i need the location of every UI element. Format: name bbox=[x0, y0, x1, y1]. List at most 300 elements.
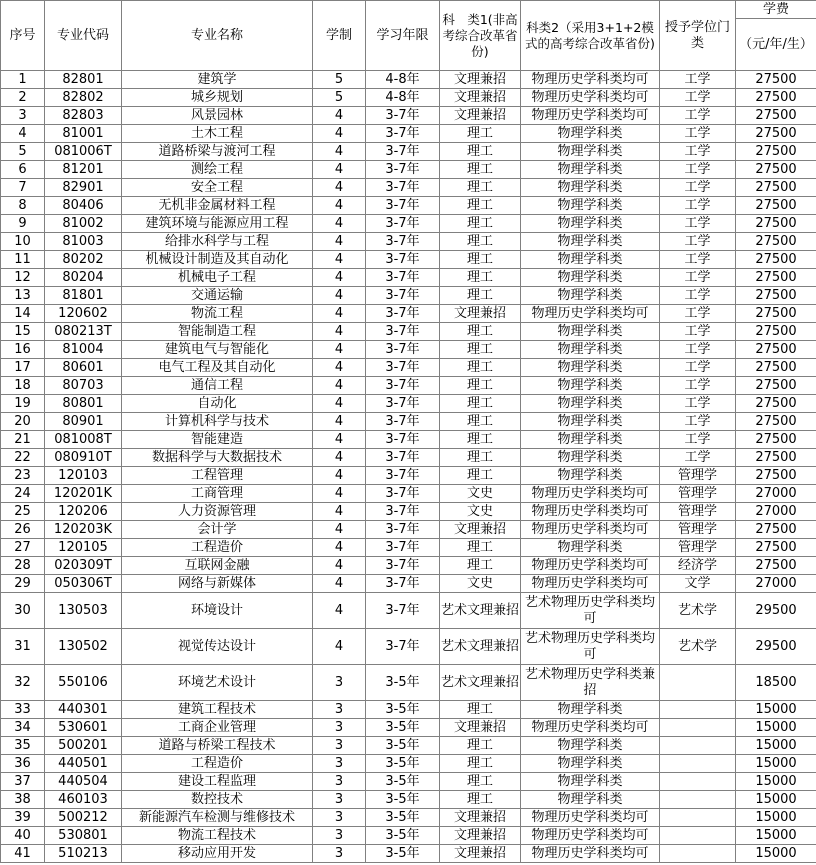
cell-code: 81004 bbox=[45, 341, 122, 359]
table-row bbox=[1, 773, 816, 791]
cell-degree bbox=[660, 791, 736, 809]
cell-study-years: 3-7年 bbox=[366, 575, 440, 593]
cell-duration: 3 bbox=[313, 809, 366, 827]
cell-degree: 艺术学 bbox=[660, 629, 736, 665]
cell-study-years: 3-7年 bbox=[366, 197, 440, 215]
cell-index: 2 bbox=[1, 89, 45, 107]
cell-code: 120602 bbox=[45, 305, 122, 323]
cell-index: 1 bbox=[1, 71, 45, 89]
cell-degree: 工学 bbox=[660, 71, 736, 89]
table-row bbox=[1, 71, 816, 89]
cell-fee: 27500 bbox=[736, 161, 816, 179]
cell-fee: 27500 bbox=[736, 359, 816, 377]
cell-name: 交通运输 bbox=[122, 287, 313, 305]
table-row bbox=[1, 143, 816, 161]
cell-fee: 15000 bbox=[736, 755, 816, 773]
cell-fee: 27500 bbox=[736, 71, 816, 89]
cell-code: 120103 bbox=[45, 467, 122, 485]
table-row bbox=[1, 539, 816, 557]
cell-duration: 4 bbox=[313, 359, 366, 377]
cell-code: 80703 bbox=[45, 377, 122, 395]
cell-fee: 15000 bbox=[736, 791, 816, 809]
cell-degree bbox=[660, 737, 736, 755]
cell-name: 工商管理 bbox=[122, 485, 313, 503]
table-row bbox=[1, 845, 816, 863]
cell-fee: 27500 bbox=[736, 467, 816, 485]
cell-degree: 工学 bbox=[660, 89, 736, 107]
cell-category-1: 理工 bbox=[440, 269, 521, 287]
cell-duration: 4 bbox=[313, 521, 366, 539]
cell-duration: 3 bbox=[313, 827, 366, 845]
cell-duration: 3 bbox=[313, 773, 366, 791]
cell-duration: 4 bbox=[313, 395, 366, 413]
cell-name: 城乡规划 bbox=[122, 89, 313, 107]
cell-category-1: 理工 bbox=[440, 197, 521, 215]
cell-index: 33 bbox=[1, 701, 45, 719]
header-index: 序号 bbox=[1, 1, 45, 71]
cell-name: 建筑工程技术 bbox=[122, 701, 313, 719]
cell-degree bbox=[660, 845, 736, 863]
cell-category-2: 物理学科类 bbox=[521, 143, 660, 161]
cell-study-years: 4-8年 bbox=[366, 89, 440, 107]
cell-code: 81002 bbox=[45, 215, 122, 233]
table-row bbox=[1, 341, 816, 359]
cell-study-years: 4-8年 bbox=[366, 71, 440, 89]
table-row bbox=[1, 107, 816, 125]
cell-index: 34 bbox=[1, 719, 45, 737]
header-fee-unit: （元/年/生） bbox=[736, 19, 816, 71]
cell-study-years: 3-7年 bbox=[366, 449, 440, 467]
cell-name: 视觉传达设计 bbox=[122, 629, 313, 665]
cell-code: 120203K bbox=[45, 521, 122, 539]
cell-name: 给排水科学与工程 bbox=[122, 233, 313, 251]
cell-name: 建筑电气与智能化 bbox=[122, 341, 313, 359]
cell-fee: 27500 bbox=[736, 251, 816, 269]
cell-index: 36 bbox=[1, 755, 45, 773]
cell-category-2: 物理学科类 bbox=[521, 701, 660, 719]
cell-duration: 4 bbox=[313, 107, 366, 125]
cell-fee: 27500 bbox=[736, 143, 816, 161]
cell-category-2: 艺术物理历史学科类兼招 bbox=[521, 665, 660, 701]
cell-code: 80202 bbox=[45, 251, 122, 269]
cell-duration: 4 bbox=[313, 431, 366, 449]
cell-category-1: 理工 bbox=[440, 791, 521, 809]
cell-name: 数控技术 bbox=[122, 791, 313, 809]
table-row bbox=[1, 755, 816, 773]
header-row bbox=[1, 1, 816, 19]
cell-fee: 27500 bbox=[736, 521, 816, 539]
cell-duration: 4 bbox=[313, 341, 366, 359]
cell-duration: 4 bbox=[313, 575, 366, 593]
cell-duration: 3 bbox=[313, 755, 366, 773]
cell-study-years: 3-7年 bbox=[366, 359, 440, 377]
cell-study-years: 3-7年 bbox=[366, 521, 440, 539]
cell-index: 41 bbox=[1, 845, 45, 863]
cell-code: 81201 bbox=[45, 161, 122, 179]
cell-duration: 3 bbox=[313, 719, 366, 737]
cell-category-2: 物理学科类 bbox=[521, 395, 660, 413]
cell-duration: 4 bbox=[313, 413, 366, 431]
cell-name: 人力资源管理 bbox=[122, 503, 313, 521]
cell-fee: 15000 bbox=[736, 845, 816, 863]
cell-name: 物流工程 bbox=[122, 305, 313, 323]
cell-category-1: 理工 bbox=[440, 557, 521, 575]
cell-degree bbox=[660, 809, 736, 827]
cell-degree: 工学 bbox=[660, 161, 736, 179]
cell-fee: 18500 bbox=[736, 665, 816, 701]
cell-fee: 15000 bbox=[736, 809, 816, 827]
cell-duration: 4 bbox=[313, 377, 366, 395]
cell-degree: 管理学 bbox=[660, 521, 736, 539]
cell-study-years: 3-5年 bbox=[366, 701, 440, 719]
header-category-1: 科 类1(非高考综合改革省份) bbox=[440, 1, 521, 71]
cell-index: 39 bbox=[1, 809, 45, 827]
cell-name: 物流工程技术 bbox=[122, 827, 313, 845]
cell-duration: 4 bbox=[313, 197, 366, 215]
cell-study-years: 3-7年 bbox=[366, 161, 440, 179]
cell-degree: 工学 bbox=[660, 377, 736, 395]
cell-code: 80406 bbox=[45, 197, 122, 215]
cell-study-years: 3-7年 bbox=[366, 557, 440, 575]
table-row bbox=[1, 395, 816, 413]
cell-index: 13 bbox=[1, 287, 45, 305]
cell-code: 130502 bbox=[45, 629, 122, 665]
table-row bbox=[1, 701, 816, 719]
header-name: 专业名称 bbox=[122, 1, 313, 71]
cell-duration: 4 bbox=[313, 161, 366, 179]
cell-category-1: 理工 bbox=[440, 359, 521, 377]
cell-name: 机械电子工程 bbox=[122, 269, 313, 287]
cell-code: 530801 bbox=[45, 827, 122, 845]
cell-category-2: 物理学科类 bbox=[521, 215, 660, 233]
table-row bbox=[1, 305, 816, 323]
cell-index: 7 bbox=[1, 179, 45, 197]
cell-category-2: 物理学科类 bbox=[521, 431, 660, 449]
cell-study-years: 3-5年 bbox=[366, 809, 440, 827]
cell-name: 网络与新媒体 bbox=[122, 575, 313, 593]
cell-code: 82901 bbox=[45, 179, 122, 197]
cell-code: 440504 bbox=[45, 773, 122, 791]
cell-category-2: 物理学科类 bbox=[521, 773, 660, 791]
cell-degree: 管理学 bbox=[660, 539, 736, 557]
table-row bbox=[1, 467, 816, 485]
cell-index: 40 bbox=[1, 827, 45, 845]
cell-index: 26 bbox=[1, 521, 45, 539]
cell-category-1: 文理兼招 bbox=[440, 107, 521, 125]
table-row bbox=[1, 629, 816, 665]
cell-code: 82803 bbox=[45, 107, 122, 125]
cell-name: 建筑环境与能源应用工程 bbox=[122, 215, 313, 233]
cell-code: 82801 bbox=[45, 71, 122, 89]
cell-study-years: 3-7年 bbox=[366, 539, 440, 557]
cell-index: 8 bbox=[1, 197, 45, 215]
cell-name: 工程管理 bbox=[122, 467, 313, 485]
cell-index: 31 bbox=[1, 629, 45, 665]
cell-category-1: 文史 bbox=[440, 503, 521, 521]
cell-name: 建设工程监理 bbox=[122, 773, 313, 791]
header-category-2: 科类2（采用3+1+2模式的高考综合改革省份) bbox=[521, 1, 660, 71]
cell-fee: 27500 bbox=[736, 395, 816, 413]
cell-degree: 工学 bbox=[660, 233, 736, 251]
cell-category-2: 物理学科类 bbox=[521, 197, 660, 215]
header-duration: 学制 bbox=[313, 1, 366, 71]
table-row bbox=[1, 413, 816, 431]
cell-fee: 27500 bbox=[736, 125, 816, 143]
cell-category-1: 艺术文理兼招 bbox=[440, 593, 521, 629]
cell-study-years: 3-7年 bbox=[366, 143, 440, 161]
cell-duration: 5 bbox=[313, 71, 366, 89]
table-row bbox=[1, 251, 816, 269]
cell-category-1: 理工 bbox=[440, 431, 521, 449]
table-row bbox=[1, 737, 816, 755]
cell-study-years: 3-7年 bbox=[366, 125, 440, 143]
cell-study-years: 3-7年 bbox=[366, 593, 440, 629]
cell-name: 建筑学 bbox=[122, 71, 313, 89]
cell-code: 80801 bbox=[45, 395, 122, 413]
cell-category-2: 物理学科类 bbox=[521, 539, 660, 557]
table-row bbox=[1, 503, 816, 521]
cell-name: 风景园林 bbox=[122, 107, 313, 125]
cell-study-years: 3-7年 bbox=[366, 215, 440, 233]
table-row bbox=[1, 323, 816, 341]
cell-study-years: 3-7年 bbox=[366, 287, 440, 305]
cell-fee: 27500 bbox=[736, 323, 816, 341]
cell-category-2: 物理历史学科类均可 bbox=[521, 557, 660, 575]
cell-index: 17 bbox=[1, 359, 45, 377]
cell-degree: 工学 bbox=[660, 251, 736, 269]
cell-category-1: 文理兼招 bbox=[440, 827, 521, 845]
cell-category-1: 理工 bbox=[440, 467, 521, 485]
cell-duration: 4 bbox=[313, 215, 366, 233]
cell-study-years: 3-7年 bbox=[366, 323, 440, 341]
cell-study-years: 3-5年 bbox=[366, 791, 440, 809]
header-degree: 授予学位门类 bbox=[660, 1, 736, 71]
cell-fee: 27500 bbox=[736, 557, 816, 575]
cell-category-1: 理工 bbox=[440, 755, 521, 773]
cell-duration: 4 bbox=[313, 233, 366, 251]
cell-index: 10 bbox=[1, 233, 45, 251]
cell-fee: 27500 bbox=[736, 287, 816, 305]
cell-code: 120201K bbox=[45, 485, 122, 503]
cell-study-years: 3-5年 bbox=[366, 719, 440, 737]
cell-degree: 工学 bbox=[660, 431, 736, 449]
cell-duration: 4 bbox=[313, 179, 366, 197]
cell-name: 数据科学与大数据技术 bbox=[122, 449, 313, 467]
cell-code: 81801 bbox=[45, 287, 122, 305]
table-row bbox=[1, 377, 816, 395]
cell-degree bbox=[660, 719, 736, 737]
cell-fee: 27500 bbox=[736, 215, 816, 233]
cell-category-2: 物理历史学科类均可 bbox=[521, 521, 660, 539]
cell-category-2: 艺术物理历史学科类均可 bbox=[521, 593, 660, 629]
cell-study-years: 3-5年 bbox=[366, 665, 440, 701]
cell-duration: 4 bbox=[313, 269, 366, 287]
table-row bbox=[1, 233, 816, 251]
cell-duration: 4 bbox=[313, 593, 366, 629]
cell-category-2: 物理历史学科类均可 bbox=[521, 503, 660, 521]
cell-name: 道路桥梁与渡河工程 bbox=[122, 143, 313, 161]
cell-category-1: 理工 bbox=[440, 773, 521, 791]
cell-category-2: 物理历史学科类均可 bbox=[521, 719, 660, 737]
cell-code: 050306T bbox=[45, 575, 122, 593]
cell-code: 440501 bbox=[45, 755, 122, 773]
table-row bbox=[1, 161, 816, 179]
cell-fee: 29500 bbox=[736, 593, 816, 629]
cell-study-years: 3-5年 bbox=[366, 773, 440, 791]
cell-category-1: 理工 bbox=[440, 395, 521, 413]
cell-category-1: 理工 bbox=[440, 125, 521, 143]
cell-duration: 4 bbox=[313, 305, 366, 323]
cell-category-1: 理工 bbox=[440, 413, 521, 431]
cell-index: 9 bbox=[1, 215, 45, 233]
cell-index: 11 bbox=[1, 251, 45, 269]
cell-category-2: 物理学科类 bbox=[521, 233, 660, 251]
cell-category-1: 文理兼招 bbox=[440, 521, 521, 539]
cell-index: 32 bbox=[1, 665, 45, 701]
cell-duration: 4 bbox=[313, 467, 366, 485]
cell-study-years: 3-7年 bbox=[366, 377, 440, 395]
table-row bbox=[1, 269, 816, 287]
cell-fee: 27500 bbox=[736, 233, 816, 251]
cell-category-2: 物理学科类 bbox=[521, 323, 660, 341]
cell-degree: 文学 bbox=[660, 575, 736, 593]
cell-duration: 4 bbox=[313, 251, 366, 269]
cell-name: 道路与桥梁工程技术 bbox=[122, 737, 313, 755]
cell-duration: 4 bbox=[313, 503, 366, 521]
cell-name: 新能源汽车检测与维修技术 bbox=[122, 809, 313, 827]
cell-code: 80204 bbox=[45, 269, 122, 287]
cell-study-years: 3-7年 bbox=[366, 395, 440, 413]
cell-degree: 工学 bbox=[660, 323, 736, 341]
cell-index: 5 bbox=[1, 143, 45, 161]
cell-code: 81003 bbox=[45, 233, 122, 251]
cell-category-1: 理工 bbox=[440, 161, 521, 179]
cell-category-1: 理工 bbox=[440, 251, 521, 269]
cell-category-1: 文理兼招 bbox=[440, 71, 521, 89]
cell-fee: 27500 bbox=[736, 431, 816, 449]
table-row bbox=[1, 449, 816, 467]
cell-duration: 4 bbox=[313, 125, 366, 143]
cell-category-1: 艺术文理兼招 bbox=[440, 629, 521, 665]
cell-category-2: 物理历史学科类均可 bbox=[521, 89, 660, 107]
cell-name: 移动应用开发 bbox=[122, 845, 313, 863]
cell-category-2: 物理历史学科类均可 bbox=[521, 575, 660, 593]
cell-name: 计算机科学与技术 bbox=[122, 413, 313, 431]
cell-category-2: 物理历史学科类均可 bbox=[521, 809, 660, 827]
cell-index: 21 bbox=[1, 431, 45, 449]
cell-index: 28 bbox=[1, 557, 45, 575]
cell-code: 81001 bbox=[45, 125, 122, 143]
table-row bbox=[1, 359, 816, 377]
cell-degree bbox=[660, 701, 736, 719]
cell-category-2: 物理学科类 bbox=[521, 341, 660, 359]
cell-category-2: 物理历史学科类均可 bbox=[521, 107, 660, 125]
cell-duration: 3 bbox=[313, 737, 366, 755]
cell-study-years: 3-7年 bbox=[366, 431, 440, 449]
cell-name: 智能建造 bbox=[122, 431, 313, 449]
cell-index: 12 bbox=[1, 269, 45, 287]
header-study-years: 学习年限 bbox=[366, 1, 440, 71]
cell-fee: 27500 bbox=[736, 449, 816, 467]
table-row bbox=[1, 521, 816, 539]
cell-duration: 3 bbox=[313, 701, 366, 719]
cell-category-2: 物理历史学科类均可 bbox=[521, 305, 660, 323]
cell-study-years: 3-7年 bbox=[366, 233, 440, 251]
cell-category-2: 物理学科类 bbox=[521, 413, 660, 431]
cell-name: 电气工程及其自动化 bbox=[122, 359, 313, 377]
cell-degree: 经济学 bbox=[660, 557, 736, 575]
cell-category-2: 物理历史学科类均可 bbox=[521, 71, 660, 89]
cell-duration: 4 bbox=[313, 539, 366, 557]
cell-fee: 27500 bbox=[736, 89, 816, 107]
cell-study-years: 3-5年 bbox=[366, 827, 440, 845]
cell-name: 工商企业管理 bbox=[122, 719, 313, 737]
cell-fee: 27500 bbox=[736, 341, 816, 359]
table-row bbox=[1, 125, 816, 143]
cell-duration: 5 bbox=[313, 89, 366, 107]
cell-fee: 27500 bbox=[736, 269, 816, 287]
cell-study-years: 3-7年 bbox=[366, 413, 440, 431]
cell-code: 130503 bbox=[45, 593, 122, 629]
cell-index: 16 bbox=[1, 341, 45, 359]
cell-index: 37 bbox=[1, 773, 45, 791]
cell-code: 081006T bbox=[45, 143, 122, 161]
cell-fee: 15000 bbox=[736, 701, 816, 719]
cell-degree: 工学 bbox=[660, 395, 736, 413]
cell-category-1: 理工 bbox=[440, 449, 521, 467]
cell-category-1: 理工 bbox=[440, 323, 521, 341]
cell-degree: 工学 bbox=[660, 107, 736, 125]
cell-category-1: 文理兼招 bbox=[440, 719, 521, 737]
cell-category-1: 理工 bbox=[440, 737, 521, 755]
cell-fee: 15000 bbox=[736, 719, 816, 737]
cell-duration: 4 bbox=[313, 557, 366, 575]
cell-code: 530601 bbox=[45, 719, 122, 737]
cell-category-2: 物理学科类 bbox=[521, 467, 660, 485]
cell-degree: 工学 bbox=[660, 179, 736, 197]
table-row bbox=[1, 215, 816, 233]
table-row bbox=[1, 179, 816, 197]
cell-category-1: 理工 bbox=[440, 539, 521, 557]
cell-study-years: 3-7年 bbox=[366, 269, 440, 287]
cell-name: 工程造价 bbox=[122, 539, 313, 557]
cell-category-1: 理工 bbox=[440, 341, 521, 359]
cell-name: 环境艺术设计 bbox=[122, 665, 313, 701]
cell-degree: 工学 bbox=[660, 215, 736, 233]
header-fee: 学费 bbox=[736, 1, 816, 19]
cell-name: 智能制造工程 bbox=[122, 323, 313, 341]
cell-degree: 工学 bbox=[660, 305, 736, 323]
cell-degree: 管理学 bbox=[660, 467, 736, 485]
cell-category-2: 物理历史学科类均可 bbox=[521, 485, 660, 503]
cell-code: 120105 bbox=[45, 539, 122, 557]
cell-category-1: 艺术文理兼招 bbox=[440, 665, 521, 701]
cell-degree: 工学 bbox=[660, 197, 736, 215]
table-row bbox=[1, 791, 816, 809]
cell-study-years: 3-5年 bbox=[366, 755, 440, 773]
cell-fee: 27500 bbox=[736, 377, 816, 395]
cell-degree bbox=[660, 773, 736, 791]
cell-degree: 工学 bbox=[660, 269, 736, 287]
cell-duration: 4 bbox=[313, 323, 366, 341]
cell-code: 080910T bbox=[45, 449, 122, 467]
cell-degree: 工学 bbox=[660, 359, 736, 377]
cell-fee: 27500 bbox=[736, 413, 816, 431]
cell-index: 35 bbox=[1, 737, 45, 755]
cell-name: 会计学 bbox=[122, 521, 313, 539]
cell-degree bbox=[660, 827, 736, 845]
cell-category-1: 文史 bbox=[440, 575, 521, 593]
